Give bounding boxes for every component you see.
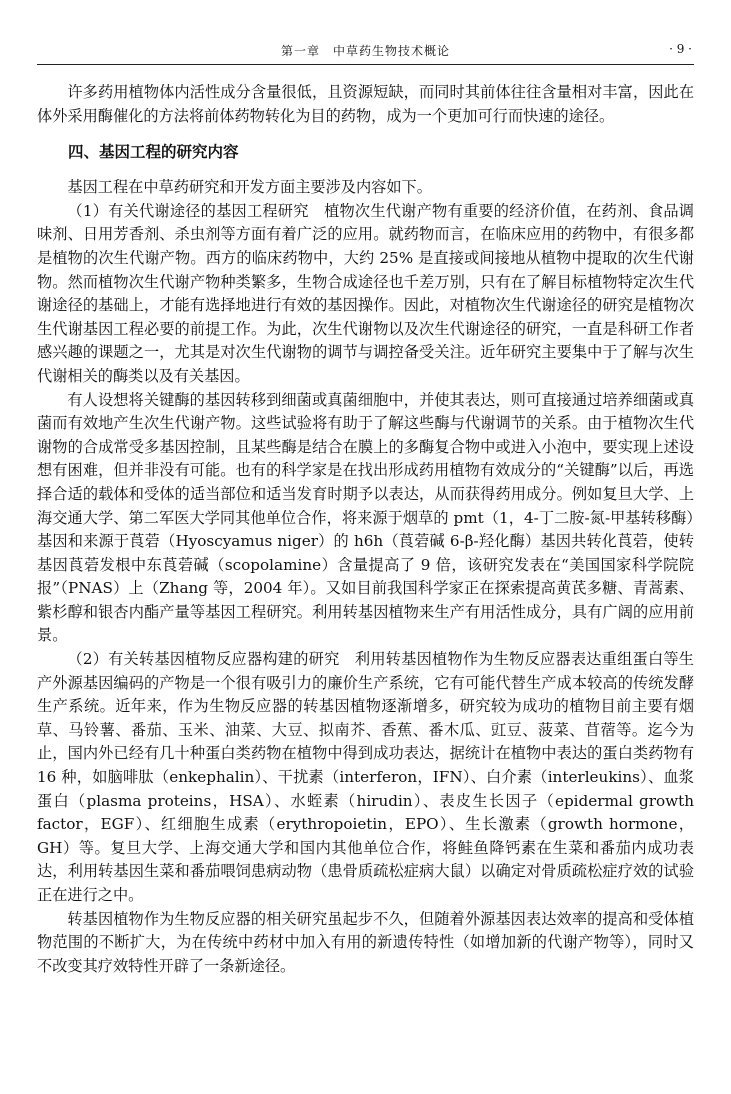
chapter-title: 第一章 中草药生物技术概论 [280,44,450,58]
paragraph-metabolic-pathway: （1）有关代谢途径的基因工程研究 植物次生代谢产物有重要的经济价值，在药剂、食品调味剂、日用芳香剂、杀虫剂等方面有着广泛的应用。就药物而言，在临床应用的药物中，有很多都是植物的次生代谢产物。西方的临床药物中，大约 25% 是直接或间接地从植物中提取的次生代谢物。然而植物次生代谢产物种类繁多，生物合成途径也千差万别，只有在了解目标植物特定次生代谢途径的基础上，才能有选择地进行有效的基因操作。因此，对植物次生代谢途径的研究是植物次生代谢基因工程必要的前提工作。为此，次生代谢物以及次生代谢途径的研究，一直是科研工作者感兴趣的课题之一，尤其是对次生代谢物的调节与调控备受关注。近年研究主要集中于了解与次生代谢相关的酶类以及有关基因。 [37,201,694,385]
paragraph-intro: 许多药用植物体内活性成分含量很低，且资源短缺，而同时其前体往往含量相对丰富，因此在体外采用酶催化的方法将前体药物转化为目的药物，成为一个更加可行而快速的途径。 [37,83,694,125]
page-number: · 9 · [669,42,692,56]
section-heading: 四、基因工程的研究内容 [68,143,239,162]
body-text [37,81,694,978]
paragraph-overview: 基因工程在中草药研究和开发方面主要涉及内容如下。 [67,178,432,197]
paragraph-conclusion: 转基因植物作为生物反应器的相关研究虽起步不久，但随着外源基因表达效率的提高和受体植物范围的不断扩大，为在传统中药材中加入有用的新遗传特性（如增加新的代谢产物等），同时又不改变其疗效特性开辟了一条新途径。 [37,909,694,975]
paragraph-bioreactor: （2）有关转基因植物反应器构建的研究 利用转基因植物作为生物反应器表达重组蛋白等生产外源基因编码的产物是一个很有吸引力的廉价生产系统，它有可能代替生产成本较高的传统发酵生产系统。近年来，作为生物反应器的转基因植物逐渐增多，研究较为成功的植物目前主要有烟草、马铃薯、番茄、玉米、油菜、大豆、拟南芥、香蕉、番木瓜、豇豆、菠菜、苜蓿等。迄今为止，国内外已经有几十种蛋白类药物在植物中得到成功表达，据统计在植物中表达的蛋白类药物有 16 种，如脑啡肽（enkephalin）、干扰素（interferon，IFN）、白介素（interleukins）、血浆蛋白（plasma proteins，HSA）、水蛭素（hirudin）、表皮生长因子（epidermal growth factor，EGF）、红细胞生成素（erythropoietin，EPO）、生长激素（growth hormone，GH）等。复旦大学、上海交通大学和国内其他单位合作，将鲑鱼降钙素在生菜和番茄内成功表达，利用转基因生菜和番茄喂饲患病动物（患骨质疏松症病大鼠）以确定对骨质疏松症疗效的试验正在进行之中。 [37,650,694,904]
paragraph-key-enzyme: 有人设想将关键酶的基因转移到细菌或真菌细胞中，并使其表达，则可直接通过培养细菌或真菌而有效地产生次生代谢产物。这些试验将有助于了解这些酶与代谢调节的关系。由于植物次生代谢物的合成常受多基因控制，且某些酶是结合在膜上的多酶复合物中或进入小泡中，要实现上述设想有困难，但并非没有可能。也有的科学家是在找出形成药用植物有效成分的“关键酶”以后，再选择合适的载体和受体的适当部位和适当发育时期予以表达，从而获得药用成分。例如复旦大学、上海交通大学、第二军医大学同其他单位合作，将来源于烟草的 pmt（1，4-丁二胺-氮-甲基转移酶）基因和来源于莨菪（Hyoscyamus niger）的 h6h（莨菪碱 6-β-羟化酶）基因共转化莨菪，使转基因莨菪发根中东莨菪碱（scopolamine）含量提高了 9 倍，该研究发表在“美国国家科学院院报”（PNAS）上（Zhang 等，2004 年）。又如目前我国科学家正在探索提高黄芪多糖、青蒿素、紫杉醇和银杏内酯产量等基因工程研究。利用转基因植物来生产有用活性成分，具有广阔的应用前景。 [37,390,694,645]
running-header [37,40,694,65]
